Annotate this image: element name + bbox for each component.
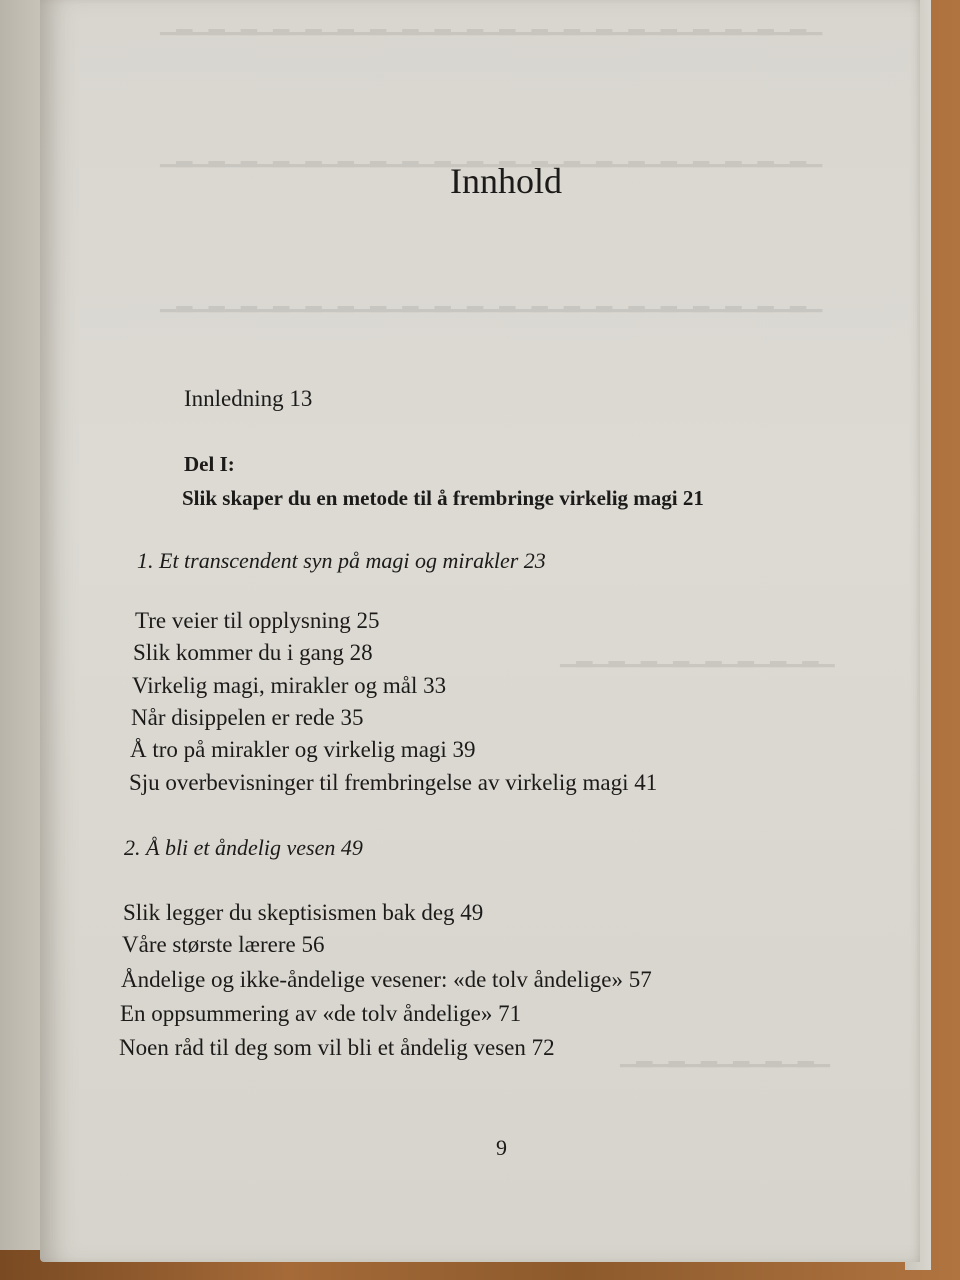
toc-entry: Tre veier til opplysning 25 xyxy=(135,608,380,633)
toc-entry: Virkelig magi, mirakler og mål 33 xyxy=(132,673,447,698)
page-number: 9 xyxy=(496,1135,507,1160)
toc-entry: Å tro på mirakler og virkelig magi 39 xyxy=(130,737,476,762)
show-through-texture: ▁▂▁▂▁▂▁▂▁▂▁▂▁▂▁▂▁ xyxy=(560,643,835,667)
toc-entry: Noen råd til deg som vil bli et åndelig vesen 72 xyxy=(119,1035,555,1060)
toc-title: Innhold xyxy=(450,161,562,201)
chapter-heading: 1. Et transcendent syn på magi og mirakler 23 xyxy=(137,548,546,573)
toc-entry: Våre største lærere 56 xyxy=(122,932,325,957)
toc-entry: Slik legger du skeptisismen bak deg 49 xyxy=(123,900,484,925)
toc-entry: Åndelige og ikke-åndelige vesener: «de tolv åndelige» 57 xyxy=(121,967,652,992)
part-label: Del I: xyxy=(184,452,235,476)
toc-entry: Slik kommer du i gang 28 xyxy=(133,640,373,665)
toc-entry: En oppsummering av «de tolv åndelige» 71 xyxy=(120,1001,522,1026)
toc-entry-introduction: Innledning 13 xyxy=(184,386,313,411)
show-through-texture: ▁▂▁▂▁▂▁▂▁▂▁▂▁▂▁▂▁▂▁▂▁▂▁▂▁▂▁▂▁▂▁▂▁▂▁▂▁▂▁▂▁ xyxy=(160,143,823,167)
show-through-texture: ▁▂▁▂▁▂▁▂▁▂▁▂▁▂▁▂▁▂▁▂▁▂▁▂▁▂▁▂▁▂▁▂▁▂▁▂▁▂▁▂▁ xyxy=(160,11,823,35)
show-through-texture: ▁▂▁▂▁▂▁▂▁▂▁▂▁ xyxy=(620,1043,830,1067)
toc-entry: Når disippelen er rede 35 xyxy=(131,705,364,730)
show-through-texture: ▁▂▁▂▁▂▁▂▁▂▁▂▁▂▁▂▁▂▁▂▁▂▁▂▁▂▁▂▁▂▁▂▁▂▁▂▁▂▁▂▁ xyxy=(160,288,823,312)
toc-entry: Sju overbevisninger til frembringelse av virkelig magi 41 xyxy=(129,770,658,795)
part-title: Slik skaper du en metode til å frembringe virkelig magi 21 xyxy=(182,486,704,510)
chapter-heading: 2. Å bli et åndelig vesen 49 xyxy=(124,835,363,860)
book-page xyxy=(40,0,920,1262)
